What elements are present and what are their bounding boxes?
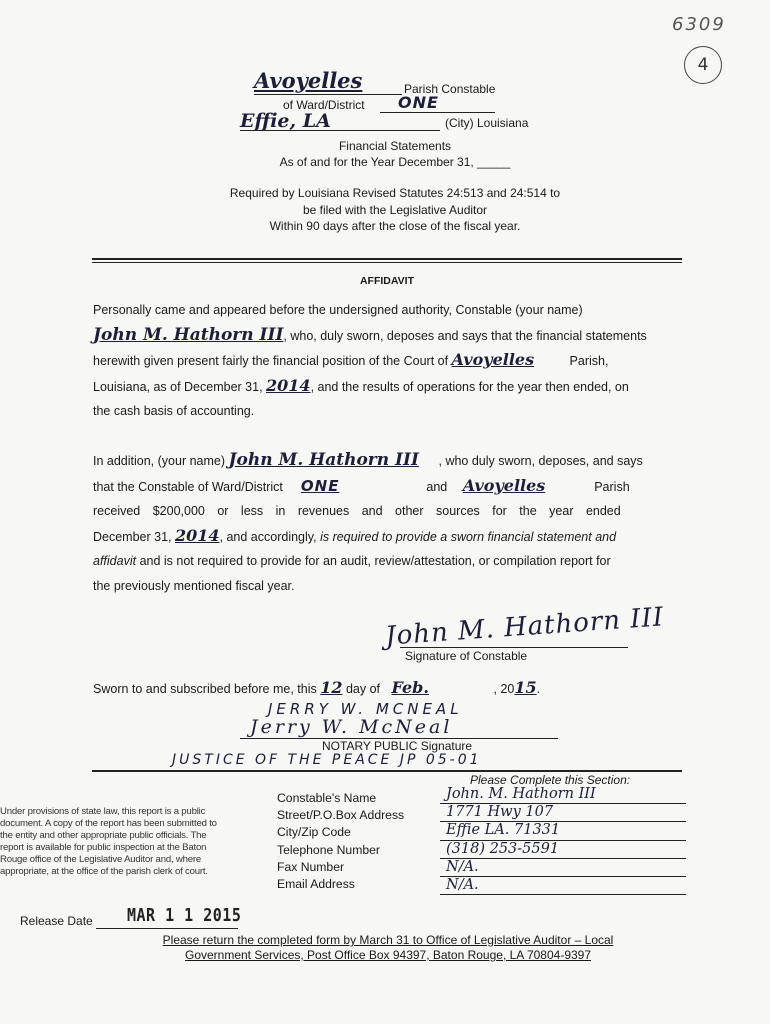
p1-line-3: herewith given present fairly the financial position of the Court of	[93, 354, 449, 368]
document-number: 6309	[672, 14, 726, 35]
divider-top-2	[92, 262, 682, 263]
p2-name-handwritten: John M. Hathorn III	[228, 450, 419, 470]
constable-signature-label: Signature of Constable	[405, 649, 528, 663]
notice-line: document. A copy of the report has been submitted to	[0, 818, 217, 829]
release-label: Release Date	[20, 914, 93, 928]
p2-year-handwritten: 2014	[175, 525, 220, 545]
notary-signature: Jerry W. McNeal	[250, 716, 453, 738]
notice-line: report is available for public inspection at the Baton	[0, 842, 207, 853]
contact-label: Street/P.O.Box Address	[277, 808, 405, 823]
notice-line: appropriate, at the office of the parish clerk of court.	[0, 866, 208, 877]
contact-prompt: Please Complete this Section:	[470, 773, 631, 787]
p2-line-4b: , and accordingly,	[219, 529, 317, 544]
p2-line-5: and is not required to provide for an audit, review/attestation, or compilation report for	[139, 554, 611, 568]
page-number: 4	[697, 55, 709, 75]
sworn-century: , 20	[493, 682, 515, 696]
constable-signature: John M. Hathorn III	[384, 602, 665, 652]
sworn-day-of: day of	[345, 682, 381, 696]
p1-line-4: Louisiana, as of December 31,	[93, 379, 263, 394]
p1-line-1: Personally came and appeared before the undersigned authority, Constable (your name)	[93, 303, 583, 317]
requirement-line-2: be filed with the Legislative Auditor	[302, 203, 488, 217]
parish-handwritten: Avoyelles	[254, 68, 363, 93]
notice-line: Under provisions of state law, this report is a public	[0, 806, 206, 817]
sworn-year: 15	[514, 678, 537, 697]
p2-line-3: received $200,000 or less in revenues and other sources for the year ended	[93, 504, 621, 518]
requirement-line-1: Required by Louisiana Revised Statutes 24:513 and 24:514 to	[229, 186, 561, 200]
p1-line-4b: , and the results of operations for the year then ended, on	[310, 379, 629, 394]
city-handwritten: Effie, LA	[240, 110, 331, 132]
affidavit-paragraph-2	[93, 448, 683, 598]
p2-affidavit-word: affidavit	[93, 554, 137, 568]
p2-and: and	[426, 479, 448, 494]
contact-value: N/A.	[440, 859, 686, 877]
page-number-circle	[684, 46, 722, 84]
affidavit-heading: AFFIDAVIT	[359, 275, 415, 287]
sworn-day: 12	[320, 678, 343, 697]
contact-label: Email Address	[277, 877, 355, 892]
footer-line-1: Please return the completed form by March 31 to Office of Legislative Auditor – Local	[162, 933, 614, 947]
p2-line-1b: , who duly sworn, deposes, and says	[438, 454, 643, 468]
notary-printed-name: JERRY W. MCNEAL	[268, 700, 463, 718]
sworn-line	[93, 678, 540, 697]
notice-line: Rouge office of the Legislative Auditor and, where	[0, 854, 202, 865]
parish-label: Parish Constable	[404, 82, 496, 96]
p2-line-1: In addition, (your name)	[93, 454, 226, 468]
contact-label: City/Zip Code	[277, 825, 351, 840]
contact-label: Fax Number	[277, 859, 345, 874]
contact-value: 1771 Hwy 107	[440, 804, 686, 822]
p1-line-2: , who, duly sworn, deposes and says that the financial statements	[283, 328, 647, 343]
footer-line-2: Government Services, Post Office Box 94397, Baton Rouge, LA 70804-9397	[184, 948, 592, 962]
ward-handwritten: ONE	[398, 93, 439, 112]
contact-value: (318) 253-5591	[440, 841, 686, 859]
contact-value: N/A.	[440, 877, 686, 895]
p1-name-handwritten: John M. Hathorn III	[93, 324, 284, 345]
contact-label: Telephone Number	[277, 842, 380, 857]
city-label: (City) Louisiana	[445, 116, 529, 130]
sworn-month: Feb.	[391, 678, 429, 697]
p1-year-handwritten: 2014	[266, 375, 311, 395]
p1-parish-word: Parish,	[569, 354, 609, 368]
notary-title: JUSTICE OF THE PEACE JP 05-01	[172, 752, 482, 768]
contact-value: Effie LA. 71331	[440, 822, 686, 840]
p2-line-2: that the Constable of Ward/District	[93, 479, 283, 494]
ward-underline	[380, 112, 495, 113]
ward-prefix: of Ward/District	[283, 98, 365, 112]
statements-title: Financial Statements	[338, 139, 452, 153]
affidavit-paragraph-1	[93, 298, 683, 424]
notary-label: NOTARY PUBLIC Signature	[322, 739, 473, 753]
sworn-text: Sworn to and subscribed before me, this	[93, 682, 317, 696]
release-date-stamp: MAR 1 1 2015	[127, 904, 242, 926]
sworn-period: .	[536, 682, 541, 696]
p1-parish-handwritten: Avoyelles	[451, 350, 535, 369]
as-of-line: As of and for the Year December 31, _____	[279, 155, 511, 169]
p2-ward-handwritten: ONE	[300, 476, 340, 495]
constable-signature-line	[400, 647, 628, 648]
p2-line-4c: is required to provide a sworn financial statement and	[320, 529, 617, 544]
contact-labels	[277, 790, 404, 893]
p2-parish-word: Parish	[594, 479, 630, 494]
contact-value: John. M. Hathorn III	[440, 786, 686, 804]
divider-top	[92, 258, 682, 260]
divider-bottom	[92, 770, 682, 772]
p1-line-5: the cash basis of accounting.	[93, 404, 255, 418]
notice-line: the entity and other appropriate public officials. The	[0, 830, 207, 841]
p2-line-4: December 31,	[93, 529, 172, 544]
city-underline	[240, 130, 440, 131]
release-underline	[96, 928, 238, 929]
public-notice	[0, 806, 268, 878]
p2-line-6: the previously mentioned fiscal year.	[93, 578, 295, 593]
p2-parish-handwritten: Avoyelles	[462, 475, 546, 495]
requirement-line-3: Within 90 days after the close of the fiscal year.	[269, 219, 521, 233]
contact-values	[440, 786, 686, 895]
parish-underline	[254, 94, 402, 95]
contact-label: Constable's Name	[277, 791, 377, 805]
